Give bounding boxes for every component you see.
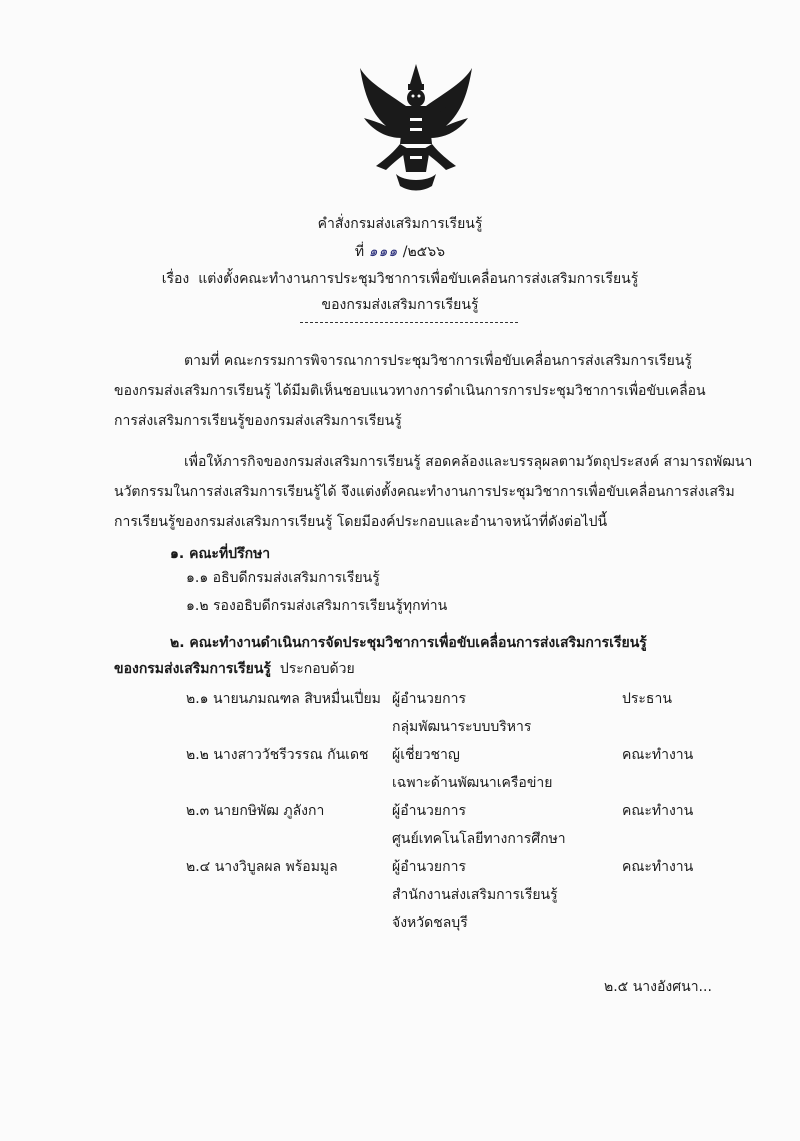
section1-item-2: ๑.๒ รองอธิบดีกรมส่งเสริมการเรียนรู้ทุกท่าน — [186, 598, 448, 614]
section1-heading: ๑. คณะที่ปรึกษา — [170, 546, 271, 562]
para2-line-3: การเรียนรู้ของกรมส่งเสริมการเรียนรู้ โดยมีองค์ประกอบและอำนาจหน้าที่ดังต่อไปนี้ — [114, 514, 608, 530]
member-1-position-1: ผู้อำนวยการ — [392, 691, 466, 707]
member-4-name: ๒.๔ นางวิบูลผล พร้อมมูล — [186, 859, 338, 875]
page-continuation: ๒.๕ นางอังศนา... — [604, 979, 712, 995]
subject-line-1: แต่งตั้งคณะทำงานการประชุมวิชาการเพื่อขับเคลื่อนการส่งเสริมการเรียนรู้ — [198, 271, 639, 287]
member-4-role: คณะทำงาน — [622, 859, 694, 875]
section2-heading-bold: ของกรมส่งเสริมการเรียนรู้ — [114, 661, 271, 677]
section2-heading-line-2 — [114, 658, 355, 680]
member-2-role: คณะทำงาน — [622, 747, 694, 763]
member-3-position-2: ศูนย์เทคโนโลยีทางการศึกษา — [392, 831, 566, 847]
subject-label: เรื่อง — [161, 271, 190, 287]
para1-line-1: ตามที่ คณะกรรมการพิจารณาการประชุมวิชาการเพื่อขับเคลื่อนการส่งเสริมการเรียนรู้ — [184, 353, 692, 369]
subject-line-2: ของกรมส่งเสริมการเรียนรู้ — [321, 297, 479, 313]
member-2-position-2: เฉพาะด้านพัฒนาเครือข่าย — [392, 775, 553, 791]
member-1-position-2: กลุ่มพัฒนาระบบบริหาร — [392, 719, 532, 735]
para2-line-1: เพื่อให้ภารกิจของกรมส่งเสริมการเรียนรู้ สอดคล้องและบรรลุผลตามวัตถุประสงค์ สามารถพัฒนา — [184, 454, 753, 470]
member-3-role: คณะทำงาน — [622, 803, 694, 819]
para2-line-2: นวัตกรรมในการส่งเสริมการเรียนรู้ได้ จึงแต่งตั้งคณะทำงานการประชุมวิชาการเพื่อขับเคลื่อนการส่งเสริม — [114, 484, 735, 500]
member-3-name: ๒.๓ นายกษิพัฒ ภูลังกา — [186, 803, 325, 819]
garuda-emblem-icon — [356, 62, 476, 192]
member-1-role: ประธาน — [622, 691, 672, 707]
member-1-name: ๒.๑ นายนภมณฑล สิบหมื่นเปี่ยม — [186, 691, 381, 707]
order-number — [0, 241, 800, 263]
para1-line-2: ของกรมส่งเสริมการเรียนรู้ ได้มีมติเห็นชอบแนวทางการดำเนินการการประชุมวิชาการเพื่อขับเคลื่อน — [114, 383, 706, 399]
order-title: คำสั่งกรมส่งเสริมการเรียนรู้ — [317, 216, 483, 232]
header-divider — [300, 322, 518, 323]
member-4-position-2: สำนักงานส่งเสริมการเรียนรู้ — [392, 887, 558, 903]
para1-line-3: การส่งเสริมการเรียนรู้ของกรมส่งเสริมการเรียนรู้ — [114, 413, 402, 429]
member-4-position-1: ผู้อำนวยการ — [392, 859, 466, 875]
member-4-position-3: จังหวัดชลบุรี — [392, 915, 468, 931]
section2-heading-rest: ประกอบด้วย — [279, 661, 355, 677]
section1-item-1: ๑.๑ อธิบดีกรมส่งเสริมการเรียนรู้ — [186, 570, 380, 586]
member-2-name: ๒.๒ นางสาววัชรีวรรณ กันเดช — [186, 747, 369, 763]
order-number-handwritten: ๑๑๑ — [368, 244, 399, 260]
section2-heading-line-1: ๒. คณะทำงานดำเนินการจัดประชุมวิชาการเพื่อขับเคลื่อนการส่งเสริมการเรียนรู้ — [170, 635, 647, 651]
member-3-position-1: ผู้อำนวยการ — [392, 803, 466, 819]
order-number-prefix: ที่ — [354, 244, 365, 260]
order-number-year: /๒๕๖๖ — [402, 244, 446, 260]
order-subject — [0, 268, 800, 290]
member-2-position-1: ผู้เชี่ยวชาญ — [392, 747, 460, 763]
